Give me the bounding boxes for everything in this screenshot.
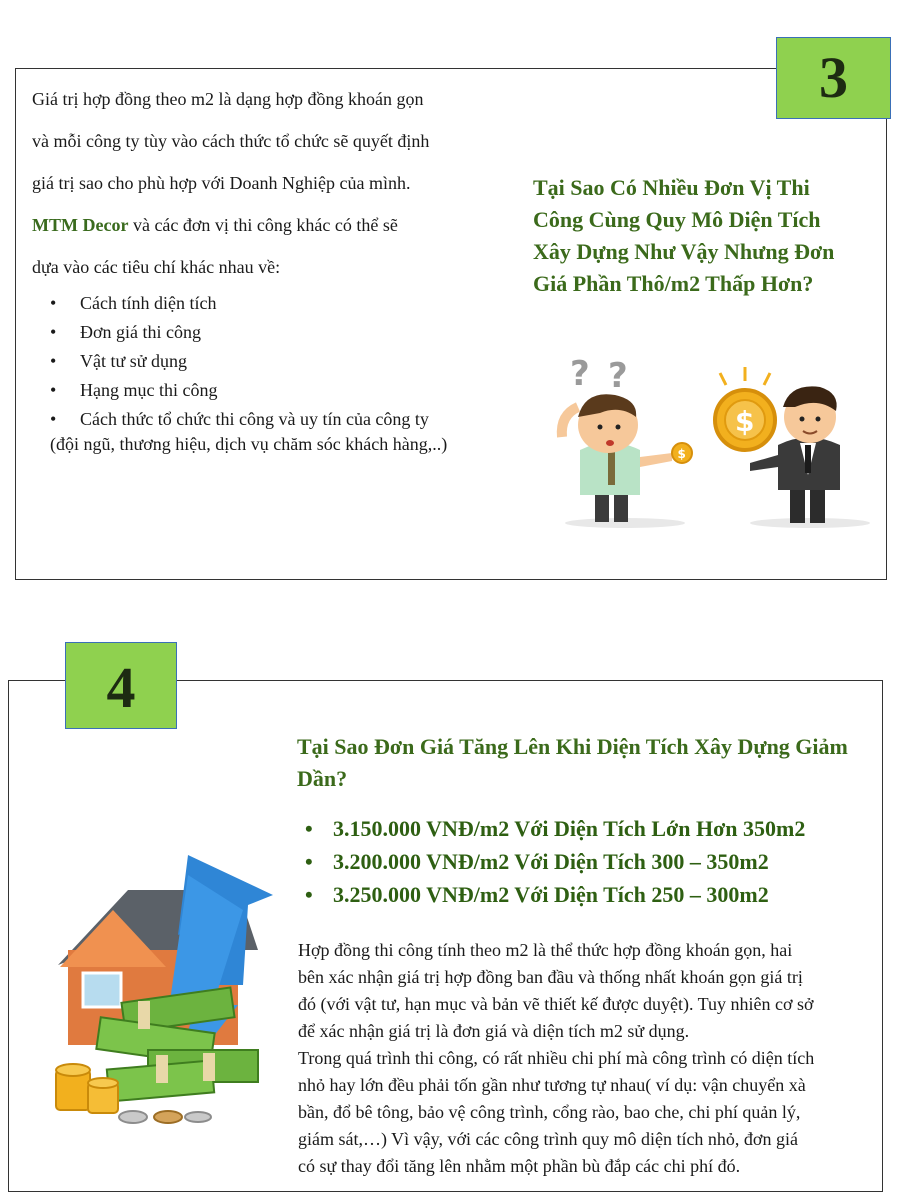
intro-line: dựa vào các tiêu chí khác nhau về:: [32, 257, 281, 277]
brand-continuation: và các đơn vị thi công khác có thể sẽ: [128, 215, 398, 235]
list-item: [50, 405, 429, 434]
question-mark-icon: ?: [608, 356, 628, 396]
small-coin-icon: [672, 443, 692, 463]
body-line: Hợp đồng thi công tính theo m2 là thể thức hợp đồng khoán gọn, hai: [298, 940, 793, 960]
confused-man-icon: [562, 394, 672, 522]
question-mark-icon: ?: [570, 354, 590, 394]
intro-line: giá trị sao cho phù hợp với Doanh Nghiệp của mình.: [32, 173, 411, 193]
price-item-text: 3.200.000 VNĐ/m2 Với Diện Tích 300 – 350m2: [333, 849, 769, 874]
criteria-item-text: Vật tư sử dụng: [80, 351, 188, 371]
brand-name: MTM Decor: [32, 215, 129, 235]
list-item: [50, 347, 429, 376]
section-3-intro: [32, 78, 492, 288]
body-line: Trong quá trình thi công, có rất nhiều chi phí mà công trình có diện tích: [298, 1048, 815, 1068]
section-4-body: [298, 937, 868, 1180]
list-item: [305, 812, 805, 845]
svg-text:$: $: [735, 405, 755, 438]
svg-text:$: $: [677, 447, 686, 461]
body-line: có sự thay đổi tăng lên nhằm một phần bù đắp các chi phí đó.: [298, 1156, 741, 1176]
list-item: [305, 878, 805, 911]
section-3-number-badge: 3: [776, 37, 891, 119]
price-item-text: 3.250.000 VNĐ/m2 Với Diện Tích 250 – 300m2: [333, 882, 769, 907]
body-line: giám sát,…) Vì vậy, với các công trình quy mô diện tích nhỏ, đơn giá: [298, 1129, 798, 1149]
body-line: đó (với vật tư, hạn mục và bản vẽ thiết kế được duyệt). Tuy nhiên cơ sở: [298, 994, 814, 1014]
businessmen-coin-illustration: [540, 345, 870, 530]
list-item: [305, 845, 805, 878]
big-coin-icon: [715, 367, 775, 450]
body-line: nhỏ hay lớn đều phải tốn gần như tương tự nhau( ví dụ: vận chuyển xà: [298, 1075, 806, 1095]
list-item: [50, 318, 429, 347]
intro-line: và mỗi công ty tùy vào cách thức tổ chức sẽ quyết định: [32, 131, 430, 151]
criteria-item-text: Cách thức tổ chức thi công và uy tín của công ty: [80, 409, 429, 429]
intro-line: Giá trị hợp đồng theo m2 là dạng hợp đồng khoán gọn: [32, 89, 424, 109]
criteria-list: [50, 289, 429, 434]
criteria-note: (đội ngũ, thương hiệu, dịch vụ chăm sóc khách hàng,..): [50, 434, 448, 454]
price-item-text: 3.150.000 VNĐ/m2 Với Diện Tích Lớn Hơn 350m2: [333, 816, 806, 841]
list-item: [50, 289, 429, 318]
list-item: [50, 376, 429, 405]
section-4-number-badge: 4: [65, 642, 177, 729]
body-line: bên xác nhận giá trị hợp đồng ban đầu và thống nhất khoán gọn giá trị: [298, 967, 803, 987]
intro-brand-line: [32, 204, 492, 246]
section-4-heading: Tại Sao Đơn Giá Tăng Lên Khi Diện Tích Xây Dựng Giảm Dần?: [297, 734, 848, 791]
section-3-heading: Tại Sao Có Nhiều Đơn Vị Thi Công Cùng Quy Mô Diện Tích Xây Dựng Như Vậy Nhưng Đơn Giá Phần Thô/m2 Thấp Hơn?: [533, 175, 835, 296]
body-line: bần, đổ bê tông, bảo vệ công trình, cổng rào, bao che, chi phí quản lý,: [298, 1102, 801, 1122]
criteria-item-text: Cách tính diện tích: [80, 293, 217, 313]
criteria-item-text: Đơn giá thi công: [80, 322, 201, 342]
house-money-illustration: [38, 855, 278, 1135]
criteria-item-text: Hạng mục thi công: [80, 380, 218, 400]
body-line: để xác nhận giá trị là đơn giá và diện tích m2 sử dụng.: [298, 1021, 690, 1041]
price-list: [305, 812, 805, 911]
